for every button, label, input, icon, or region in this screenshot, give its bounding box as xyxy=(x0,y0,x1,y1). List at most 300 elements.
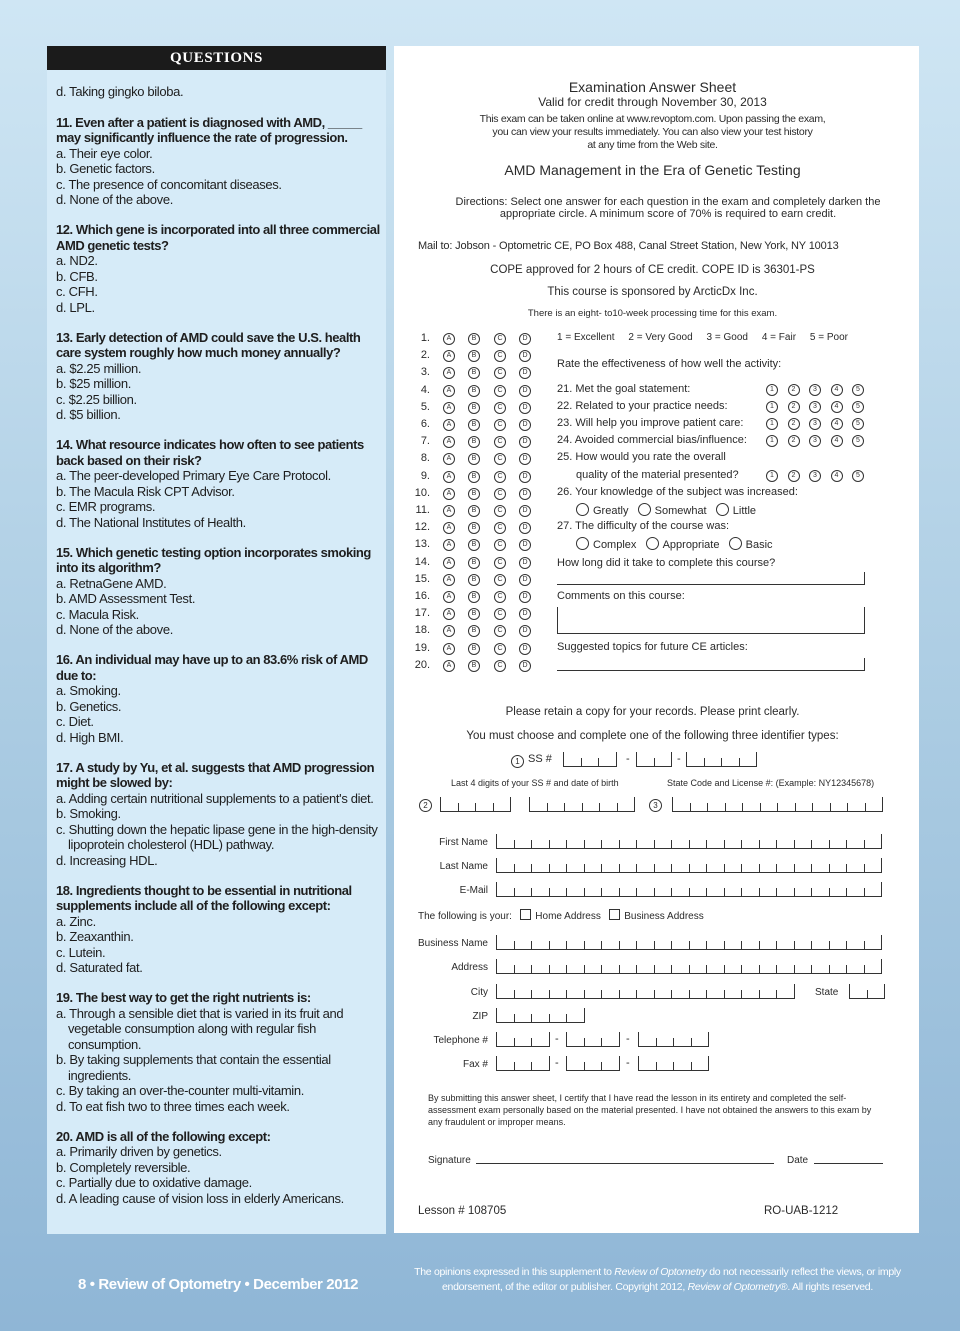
entry-cell xyxy=(741,840,742,848)
telephone-area-input[interactable] xyxy=(496,1032,550,1047)
entry-cell xyxy=(582,803,583,811)
answer-bubble[interactable]: C xyxy=(494,557,506,569)
question-option: d. None of the above. xyxy=(56,622,173,637)
answer-bubble[interactable]: D xyxy=(519,608,531,620)
answer-bubble[interactable]: C xyxy=(494,608,506,620)
answer-bubble[interactable]: B xyxy=(468,574,480,586)
entry-cell xyxy=(706,888,707,896)
entry-cell xyxy=(759,888,760,896)
telephone-label: Telephone # xyxy=(433,1035,488,1046)
rating-bubble[interactable]: 5 xyxy=(852,470,864,482)
answer-bubble[interactable]: A xyxy=(443,419,455,431)
rating-bubble[interactable]: 5 xyxy=(852,401,864,413)
answer-bubble[interactable]: A xyxy=(443,557,455,569)
answer-bubble[interactable]: D xyxy=(519,505,531,517)
first-name-label: First Name xyxy=(439,837,488,848)
answer-bubble[interactable]: B xyxy=(468,522,480,534)
answer-number: 18. xyxy=(414,624,430,637)
question-option: d. LPL. xyxy=(56,299,95,315)
entry-cell xyxy=(724,840,725,848)
entry-cell xyxy=(598,758,599,766)
entry-cell xyxy=(776,941,777,949)
question-10-option-d: d. Taking gingko biloba. xyxy=(56,84,184,99)
entry-cell xyxy=(531,1062,532,1070)
entry-cell xyxy=(636,990,637,998)
home-address-checkbox[interactable] xyxy=(520,909,531,920)
entry-cell xyxy=(531,840,532,848)
question-text: 13. Early detection of AMD could save the U.S. health care system roughly how much money annually? xyxy=(56,329,361,360)
question-option: b. CFB. xyxy=(56,268,98,284)
state-input[interactable] xyxy=(849,984,885,999)
question-block xyxy=(56,760,380,869)
entry-cell xyxy=(759,840,760,848)
answer-bubble[interactable]: C xyxy=(494,643,506,655)
answer-bubble[interactable]: B xyxy=(468,643,480,655)
entry-cell xyxy=(742,803,743,811)
question-option: a. Primarily driven by genetics. xyxy=(56,1144,222,1159)
question-text: 11. Even after a patient is diagnosed with AMD, _____ may significantly influence the rate of progression. xyxy=(56,114,362,145)
option-greatly[interactable]: Greatly xyxy=(576,505,628,517)
answer-bubble[interactable]: B xyxy=(468,488,480,500)
rating-bubble[interactable]: 2 xyxy=(788,401,800,413)
question-block xyxy=(56,883,380,976)
answer-bubble[interactable]: C xyxy=(494,539,506,551)
answer-bubble[interactable]: B xyxy=(468,505,480,517)
answer-number: 15. xyxy=(414,572,430,585)
question-option: a. Zinc. xyxy=(56,913,96,929)
comments-input[interactable] xyxy=(557,607,865,634)
entry-cell xyxy=(759,941,760,949)
entry-cell xyxy=(706,965,707,973)
entry-cell xyxy=(619,1032,620,1046)
last-name-input[interactable] xyxy=(496,858,882,873)
answer-bubble[interactable]: C xyxy=(494,660,506,672)
entry-cell xyxy=(458,803,459,811)
question-option: c. EMR programs. xyxy=(56,499,156,514)
entry-cell xyxy=(776,990,777,998)
question-block xyxy=(56,990,380,1114)
entry-cell xyxy=(654,941,655,949)
answer-bubble[interactable]: B xyxy=(468,385,480,397)
entry-cell xyxy=(671,752,672,766)
entry-cell xyxy=(514,990,515,998)
entry-cell xyxy=(566,864,567,872)
question-text: 12. Which gene is incorporated into all three commercial AMD genetic tests? xyxy=(56,222,380,253)
rating-bubble[interactable]: 5 xyxy=(852,435,864,447)
entry-cell xyxy=(794,864,795,872)
answer-number: 6. xyxy=(420,418,430,430)
entry-cell xyxy=(691,1038,692,1046)
entry-cell xyxy=(811,864,812,872)
date-of-birth-input[interactable] xyxy=(529,797,635,812)
entry-cell xyxy=(601,864,602,872)
answer-bubble[interactable]: A xyxy=(443,608,455,620)
directions-line-1: Directions: Select one answer for each question in the exam and completely darken the xyxy=(455,196,881,208)
radio-circle[interactable] xyxy=(716,503,729,516)
rating-bubble[interactable]: 3 xyxy=(809,418,821,430)
rate-intro: Rate the effectiveness of how well the activity: xyxy=(557,358,782,370)
rating-bubble[interactable]: 4 xyxy=(831,470,843,482)
rating-bubble[interactable]: 1 xyxy=(766,384,778,396)
answer-bubble[interactable]: A xyxy=(443,625,455,637)
rating-bubble[interactable]: 1 xyxy=(766,418,778,430)
answer-bubble[interactable]: A xyxy=(443,453,455,465)
fax-line-input[interactable] xyxy=(638,1056,709,1071)
entry-cell xyxy=(514,840,515,848)
entry-cell xyxy=(741,888,742,896)
entry-cell xyxy=(601,888,602,896)
answer-bubble[interactable]: B xyxy=(468,419,480,431)
answer-bubble[interactable]: D xyxy=(519,436,531,448)
rating-bubble[interactable]: 3 xyxy=(809,401,821,413)
answer-bubble[interactable]: D xyxy=(519,350,531,362)
answer-bubble[interactable]: B xyxy=(468,660,480,672)
question-option: b. By taking supplements that contain the essential ingredients. xyxy=(56,1052,331,1083)
answer-bubble[interactable]: B xyxy=(468,608,480,620)
dash: - xyxy=(626,1033,630,1045)
entry-cell xyxy=(864,941,865,949)
entry-cell xyxy=(811,941,812,949)
zip-input[interactable] xyxy=(496,1008,585,1023)
entry-cell xyxy=(671,941,672,949)
answer-bubble[interactable]: D xyxy=(519,488,531,500)
how-long-input[interactable] xyxy=(557,572,865,585)
answer-bubble[interactable]: B xyxy=(468,402,480,414)
answer-bubble[interactable]: B xyxy=(468,367,480,379)
first-name-input[interactable] xyxy=(496,834,882,849)
entry-cell xyxy=(725,803,726,811)
entry-cell xyxy=(549,1032,550,1046)
answer-bubble[interactable]: C xyxy=(494,522,506,534)
entry-cell xyxy=(739,758,740,766)
entry-cell xyxy=(794,888,795,896)
date-label: Date xyxy=(787,1155,809,1166)
entry-cell xyxy=(601,965,602,973)
entry-cell xyxy=(690,803,691,811)
rating-bubble[interactable]: 5 xyxy=(852,384,864,396)
entry-cell xyxy=(881,858,882,872)
entry-cell xyxy=(706,941,707,949)
question-24: 24. Avoided commercial bias/influence: xyxy=(557,434,747,446)
answer-bubble[interactable]: B xyxy=(468,557,480,569)
rating-bubble[interactable]: 2 xyxy=(788,435,800,447)
entry-cell xyxy=(584,840,585,848)
rating-bubble[interactable]: 1 xyxy=(766,401,778,413)
answer-number: 3. xyxy=(420,366,430,379)
entry-cell xyxy=(531,990,532,998)
entry-cell xyxy=(531,1038,532,1046)
question-option: c. CFH. xyxy=(56,284,98,299)
answer-number: 12. xyxy=(414,521,430,534)
answer-bubble[interactable]: D xyxy=(519,385,531,397)
option-somewhat[interactable]: Somewhat xyxy=(638,505,707,517)
address-input[interactable] xyxy=(496,959,882,974)
answer-bubble[interactable]: A xyxy=(443,522,455,534)
entry-cell xyxy=(847,803,848,811)
option-little[interactable]: Little xyxy=(716,505,756,517)
date-line[interactable] xyxy=(814,1155,883,1164)
answer-number: 2. xyxy=(420,349,430,362)
question-26-options xyxy=(576,503,756,517)
answer-bubble[interactable]: C xyxy=(494,333,506,345)
dash: - xyxy=(555,1033,559,1045)
question-option: b. $25 million. xyxy=(56,376,131,391)
answer-bubble[interactable]: A xyxy=(443,643,455,655)
mail-to: Mail to: Jobson - Optometric CE, PO Box 488, Canal Street Station, New York, NY 10013 xyxy=(418,240,839,252)
rating-bubble[interactable]: 3 xyxy=(809,470,821,482)
answer-bubble[interactable]: D xyxy=(519,522,531,534)
rating-bubble[interactable]: 2 xyxy=(788,470,800,482)
entry-cell xyxy=(531,965,532,973)
id-option-3[interactable]: 3 xyxy=(649,799,662,812)
answer-bubble[interactable]: C xyxy=(494,436,506,448)
entry-cell xyxy=(549,840,550,848)
address-type: The following is your: Home Address Business Address xyxy=(418,911,704,922)
entry-cell xyxy=(601,990,602,998)
entry-cell xyxy=(547,803,548,811)
entry-cell xyxy=(549,1014,550,1022)
signature-line[interactable] xyxy=(476,1155,774,1164)
entry-cell xyxy=(829,864,830,872)
answer-bubble[interactable]: D xyxy=(519,643,531,655)
entry-cell xyxy=(599,803,600,811)
identifier-note: You must choose and complete one of the following three identifier types: xyxy=(466,730,839,742)
entry-cell xyxy=(514,888,515,896)
question-option: d. A leading cause of vision loss in elderly Americans. xyxy=(56,1190,344,1206)
entry-cell xyxy=(549,965,550,973)
answer-bubble[interactable]: C xyxy=(494,402,506,414)
entry-cell xyxy=(864,965,865,973)
rating-bubble[interactable]: 3 xyxy=(809,384,821,396)
answer-bubble[interactable]: B xyxy=(468,453,480,465)
answer-bubble[interactable]: C xyxy=(494,505,506,517)
entry-cell xyxy=(619,840,620,848)
rating-bubble[interactable]: 1 xyxy=(766,435,778,447)
state-license-input[interactable] xyxy=(672,797,883,812)
email-input[interactable] xyxy=(496,882,882,897)
ss-part-2[interactable] xyxy=(636,752,672,767)
questions-header: QUESTIONS xyxy=(47,46,386,70)
answer-bubble[interactable]: A xyxy=(443,402,455,414)
rating-scale: 1 = Excellent 2 = Very Good 3 = Good 4 = Fair 5 = Poor xyxy=(557,332,848,343)
question-option: a. $2.25 million. xyxy=(56,360,142,376)
entry-cell xyxy=(882,797,883,811)
question-text: 14. What resource indicates how often to see patients back based on their risk? xyxy=(56,437,364,468)
answer-bubble[interactable]: D xyxy=(519,453,531,465)
rating-bubble[interactable]: 4 xyxy=(831,418,843,430)
fax-area-input[interactable] xyxy=(496,1056,550,1071)
dash: - xyxy=(626,753,630,765)
question-block xyxy=(56,1129,380,1207)
answer-bubble[interactable]: A xyxy=(443,333,455,345)
entry-cell xyxy=(514,941,515,949)
entry-cell xyxy=(616,752,617,766)
question-option: b. Smoking. xyxy=(56,806,121,821)
answer-bubble[interactable]: D xyxy=(519,419,531,431)
city-label: City xyxy=(470,987,488,998)
entry-cell xyxy=(689,840,690,848)
answer-bubble[interactable]: B xyxy=(468,539,480,551)
answer-bubble[interactable]: B xyxy=(468,333,480,345)
rating-bubble[interactable]: 4 xyxy=(831,384,843,396)
entry-cell xyxy=(654,840,655,848)
fax-prefix-input[interactable] xyxy=(566,1056,620,1071)
question-text: 18. Ingredients thought to be essential in nutritional supplements include all of the following except: xyxy=(56,882,352,913)
business-name-input[interactable] xyxy=(496,935,882,950)
question-25-b: quality of the material presented? xyxy=(576,469,739,481)
entry-cell xyxy=(673,1062,674,1070)
answer-bubble[interactable]: A xyxy=(443,367,455,379)
answer-bubble[interactable]: B xyxy=(468,591,480,603)
answer-bubble[interactable]: B xyxy=(468,471,480,483)
ss-last4-input[interactable] xyxy=(440,797,511,812)
radio-circle[interactable] xyxy=(646,537,659,550)
city-input[interactable] xyxy=(496,984,795,999)
answer-bubble[interactable]: A xyxy=(443,574,455,586)
answer-bubble[interactable]: C xyxy=(494,385,506,397)
answer-bubble[interactable]: C xyxy=(494,488,506,500)
option-basic[interactable]: Basic xyxy=(729,539,773,551)
question-option: b. Completely reversible. xyxy=(56,1159,191,1175)
answer-bubble[interactable]: A xyxy=(443,505,455,517)
radio-circle[interactable] xyxy=(638,503,651,516)
rating-bubble[interactable]: 5 xyxy=(852,418,864,430)
entry-cell xyxy=(776,840,777,848)
id-2-label: Last 4 digits of your SS # and date of birth xyxy=(451,778,619,788)
telephone-line-input[interactable] xyxy=(638,1032,709,1047)
answer-bubble[interactable]: A xyxy=(443,539,455,551)
entry-cell xyxy=(689,990,690,998)
id-option-2[interactable]: 2 xyxy=(419,799,432,812)
id-option-1[interactable]: 1 xyxy=(511,755,524,768)
business-address-checkbox[interactable] xyxy=(609,909,620,920)
answer-bubble[interactable]: C xyxy=(494,453,506,465)
answer-bubble[interactable]: D xyxy=(519,471,531,483)
address-label: Address xyxy=(451,962,488,973)
telephone-prefix-input[interactable] xyxy=(566,1032,620,1047)
question-21: 21. Met the goal statement: xyxy=(557,383,691,395)
form-code: RO-UAB-1212 xyxy=(764,1205,839,1217)
answer-bubble[interactable]: B xyxy=(468,350,480,362)
answer-bubble[interactable]: B xyxy=(468,625,480,637)
rating-bubble[interactable]: 4 xyxy=(831,401,843,413)
question-27: 27. The difficulty of the course was: xyxy=(557,520,730,532)
entry-cell xyxy=(829,965,830,973)
entry-cell xyxy=(724,990,725,998)
answer-bubble[interactable]: D xyxy=(519,574,531,586)
entry-cell xyxy=(759,864,760,872)
entry-cell xyxy=(617,803,618,811)
answer-bubble[interactable]: D xyxy=(519,539,531,551)
entry-cell xyxy=(724,965,725,973)
question-22: 22. Related to your practice needs: xyxy=(557,400,728,412)
entry-cell xyxy=(794,965,795,973)
answer-bubble[interactable]: C xyxy=(494,574,506,586)
answer-bubble[interactable]: C xyxy=(494,471,506,483)
radio-circle[interactable] xyxy=(576,503,589,516)
entry-cell xyxy=(846,941,847,949)
answer-bubble[interactable]: C xyxy=(494,419,506,431)
rating-bubble[interactable]: 2 xyxy=(788,418,800,430)
entry-cell xyxy=(724,864,725,872)
answer-bubble[interactable]: A xyxy=(443,436,455,448)
entry-cell xyxy=(881,935,882,949)
question-option: c. Diet. xyxy=(56,714,94,729)
entry-cell xyxy=(531,864,532,872)
answer-bubble[interactable]: D xyxy=(519,367,531,379)
dash: - xyxy=(626,1057,630,1069)
question-option: d. Increasing HDL. xyxy=(56,852,158,868)
option-appropriate[interactable]: Appropriate xyxy=(646,539,720,551)
entry-cell xyxy=(566,941,567,949)
radio-circle[interactable] xyxy=(729,537,742,550)
answer-bubble[interactable]: A xyxy=(443,350,455,362)
rating-bubble[interactable]: 4 xyxy=(831,435,843,447)
entry-cell xyxy=(867,990,868,998)
entry-cell xyxy=(549,888,550,896)
entry-cell xyxy=(689,965,690,973)
answer-bubble[interactable]: B xyxy=(468,436,480,448)
radio-circle[interactable] xyxy=(576,537,589,550)
entry-cell xyxy=(636,965,637,973)
entry-cell xyxy=(846,888,847,896)
ss-part-1[interactable] xyxy=(563,752,617,767)
entry-cell xyxy=(829,888,830,896)
entry-cell xyxy=(756,752,757,766)
answer-bubble[interactable]: A xyxy=(443,591,455,603)
entry-cell xyxy=(881,959,882,973)
entry-cell xyxy=(811,888,812,896)
answer-bubble[interactable]: C xyxy=(494,625,506,637)
answer-bubble[interactable]: D xyxy=(519,660,531,672)
entry-cell xyxy=(881,882,882,896)
answer-bubble[interactable]: A xyxy=(443,488,455,500)
suggested-input[interactable] xyxy=(557,658,865,671)
option-complex[interactable]: Complex xyxy=(576,539,636,551)
entry-cell xyxy=(706,840,707,848)
rating-bubble[interactable]: 1 xyxy=(766,470,778,482)
question-option: d. $5 billion. xyxy=(56,407,121,422)
answer-bubble[interactable]: A xyxy=(443,471,455,483)
entry-cell xyxy=(584,1062,585,1070)
answer-bubble[interactable]: C xyxy=(494,591,506,603)
answer-bubble[interactable]: D xyxy=(519,333,531,345)
ss-part-3[interactable] xyxy=(686,752,757,767)
answer-bubble[interactable]: A xyxy=(443,385,455,397)
rating-bubble[interactable]: 3 xyxy=(809,435,821,447)
entry-cell xyxy=(671,888,672,896)
question-option: c. Shutting down the hepatic lipase gene in the high-density lipoprotein cholesterol (HDL) pathway. xyxy=(56,821,378,852)
question-option: c. By taking an over-the-counter multi-vitamin. xyxy=(56,1083,304,1098)
rating-bubble[interactable]: 2 xyxy=(788,384,800,396)
answer-bubble[interactable]: D xyxy=(519,625,531,637)
entry-cell xyxy=(581,758,582,766)
question-block xyxy=(56,652,380,745)
entry-cell xyxy=(829,840,830,848)
question-option: b. The Macula Risk CPT Advisor. xyxy=(56,483,235,499)
answer-bubble[interactable]: D xyxy=(519,557,531,569)
entry-cell xyxy=(760,803,761,811)
answer-bubble[interactable]: C xyxy=(494,367,506,379)
entry-cell xyxy=(776,864,777,872)
answer-bubble[interactable]: D xyxy=(519,402,531,414)
answer-bubble[interactable]: A xyxy=(443,660,455,672)
question-option: c. The presence of concomitant diseases. xyxy=(56,176,282,192)
answer-bubble[interactable]: C xyxy=(494,350,506,362)
comments-label: Comments on this course: xyxy=(557,590,685,602)
answer-bubble[interactable]: D xyxy=(519,591,531,603)
question-block xyxy=(56,437,380,530)
